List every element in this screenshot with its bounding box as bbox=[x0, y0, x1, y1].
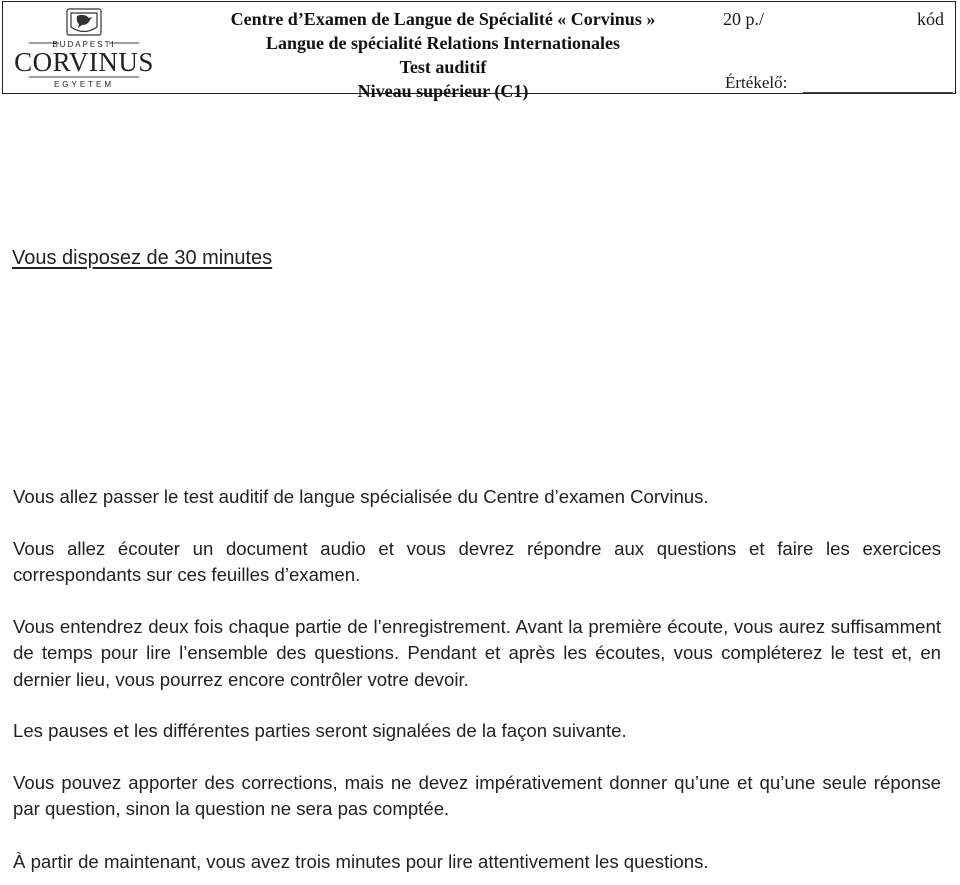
evaluator-label: Értékelő: bbox=[725, 73, 788, 92]
paragraph-corrections: Vous pouvez apporter des corrections, mais ne devez impérativement donner qu’une et qu’une seule réponse par question, sinon la question ne sera pas comptée. bbox=[13, 771, 941, 819]
code-label: kód bbox=[917, 9, 944, 29]
exam-center-title: Centre d’Examen de Langue de Spécialité « Corvinus » bbox=[230, 9, 656, 29]
paragraph-twice: Vous entendrez deux fois chaque partie de l’enregistrement. Avant la première écoute, vous aurez suffisamment de temps pour lire l’ensemble des questions. Pendant et après les écoutes, vous compléterez le test et, en dernier lieu, vous pourrez encore contrôler votre devoir. bbox=[13, 615, 941, 690]
paragraph-intro: Vous allez passer le test auditif de langue spécialisée du Centre d’examen Corvinus. bbox=[13, 486, 709, 507]
logo-main-text: CORVINUS bbox=[14, 47, 154, 77]
corvinus-logo bbox=[9, 7, 159, 91]
exam-header bbox=[2, 1, 956, 101]
paragraph-pauses: Les pauses et les différentes parties seront signalées de la façon suivante. bbox=[13, 720, 627, 741]
corvinus-raven-crest-icon bbox=[9, 7, 159, 91]
logo-bottom-text: EGYETEM bbox=[53, 80, 115, 89]
instructions bbox=[13, 484, 941, 875]
exam-level-title: Niveau supérieur (C1) bbox=[357, 81, 529, 101]
logo-top-text: BUDAPESTI bbox=[52, 40, 116, 49]
paragraph-listen: Vous allez écouter un document audio et vous devrez répondre aux questions et faire les exercices correspondants sur ces feuilles d’examen. bbox=[13, 537, 941, 585]
exam-titles bbox=[183, 7, 703, 103]
points-label: 20 p./ bbox=[723, 9, 765, 29]
exam-test-title: Test auditif bbox=[399, 57, 487, 77]
exam-language-title: Langue de spécialité Relations Internationales bbox=[266, 33, 620, 53]
paragraph-start: À partir de maintenant, vous avez trois minutes pour lire attentivement les questions. bbox=[13, 850, 709, 872]
evaluator-signature-line bbox=[803, 92, 953, 93]
duration-notice: Vous disposez de 30 minutes bbox=[12, 247, 273, 269]
